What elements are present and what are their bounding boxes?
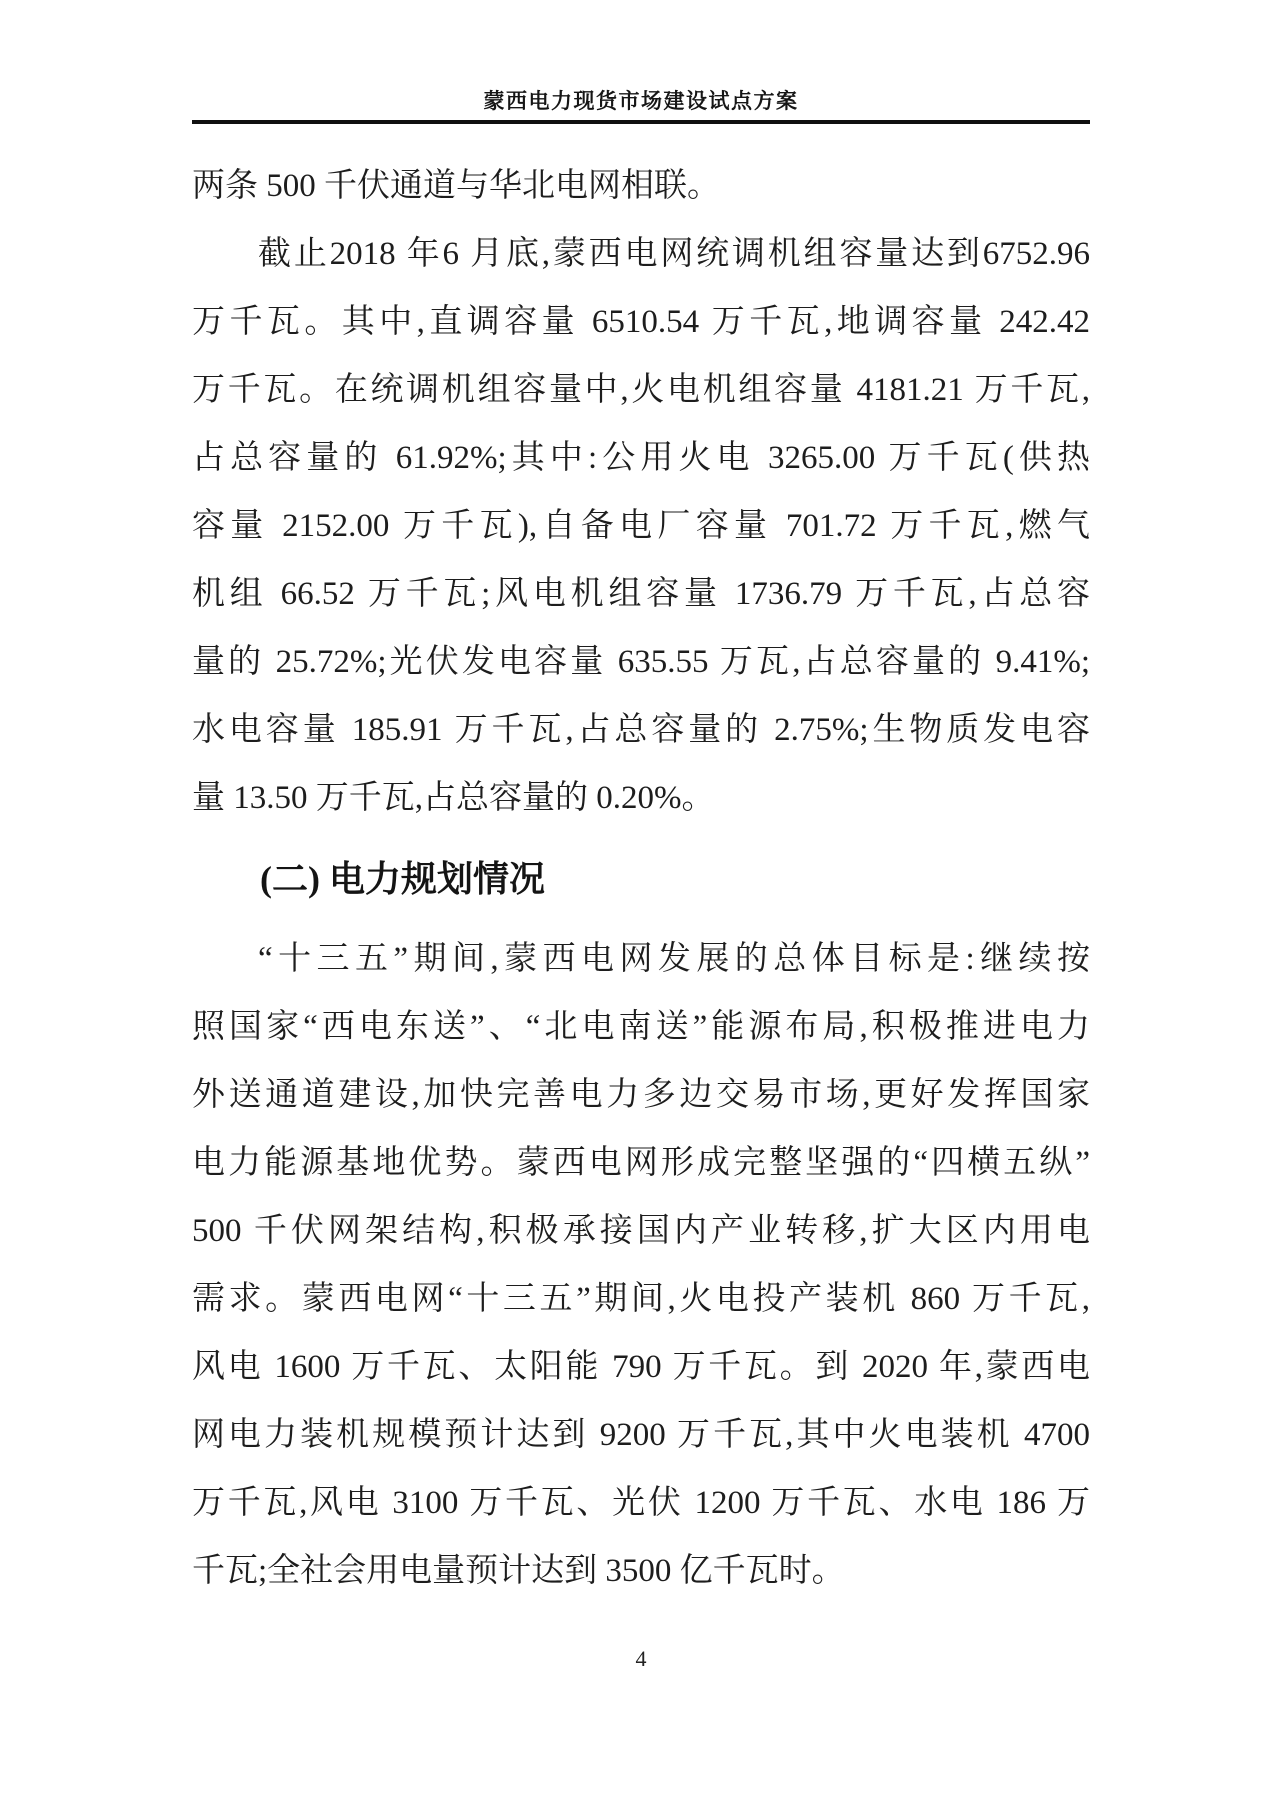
text-line: 网电力装机规模预计达到 9200 万千瓦,其中火电装机 4700 xyxy=(192,1417,1090,1453)
text-line: 外送通道建设,加快完善电力多边交易市场,更好发挥国家 xyxy=(192,1077,1090,1113)
page-number: 4 xyxy=(635,1646,647,1671)
text-line: “十三五”期间,蒙西电网发展的总体目标是:继续按 xyxy=(258,941,1090,977)
text-line: 量 13.50 万千瓦,占总容量的 0.20%。 xyxy=(192,780,715,816)
text-line: 机组 66.52 万千瓦;风电机组容量 1736.79 万千瓦,占总容 xyxy=(192,576,1090,612)
text-line: 量的 25.72%;光伏发电容量 635.55 万瓦,占总容量的 9.41%; xyxy=(192,644,1090,680)
text-line: 万千瓦。其中,直调容量 6510.54 万千瓦,地调容量 242.42 xyxy=(192,304,1090,340)
text-line: 千瓦;全社会用电量预计达到 3500 亿千瓦时。 xyxy=(192,1553,845,1589)
text-line: 占总容量的 61.92%;其中:公用火电 3265.00 万千瓦(供热 xyxy=(192,440,1090,476)
paragraph-block-2 xyxy=(192,925,1090,1605)
text-line: 容量 2152.00 万千瓦),自备电厂容量 701.72 万千瓦,燃气 xyxy=(192,508,1090,544)
text-line: 需求。蒙西电网“十三五”期间,火电投产装机 860 万千瓦, xyxy=(192,1281,1090,1317)
header-title: 蒙西电力现货市场建设试点方案 xyxy=(483,89,799,113)
text-line: 风电 1600 万千瓦、太阳能 790 万千瓦。到 2020 年,蒙西电 xyxy=(192,1349,1090,1385)
text-line: 万千瓦。在统调机组容量中,火电机组容量 4181.21 万千瓦, xyxy=(192,372,1090,408)
page-header xyxy=(192,88,1090,124)
paragraph-block-1 xyxy=(192,152,1090,832)
text-line: 电力能源基地优势。蒙西电网形成完整坚强的“四横五纵” xyxy=(192,1145,1090,1181)
section-heading: (二) 电力规划情况 xyxy=(260,859,545,899)
text-line: 两条 500 千伏通道与华北电网相联。 xyxy=(192,168,720,204)
document-body xyxy=(192,152,1090,1605)
text-line: 水电容量 185.91 万千瓦,占总容量的 2.75%;生物质发电容 xyxy=(192,712,1090,748)
text-line: 截止2018 年6 月底,蒙西电网统调机组容量达到6752.96 xyxy=(258,236,1090,272)
page-footer xyxy=(192,1645,1090,1673)
text-line: 万千瓦,风电 3100 万千瓦、光伏 1200 万千瓦、水电 186 万 xyxy=(192,1485,1090,1521)
text-line: 500 千伏网架结构,积极承接国内产业转移,扩大区内用电 xyxy=(192,1213,1090,1249)
text-line: 照国家“西电东送”、“北电南送”能源布局,积极推进电力 xyxy=(192,1009,1090,1045)
